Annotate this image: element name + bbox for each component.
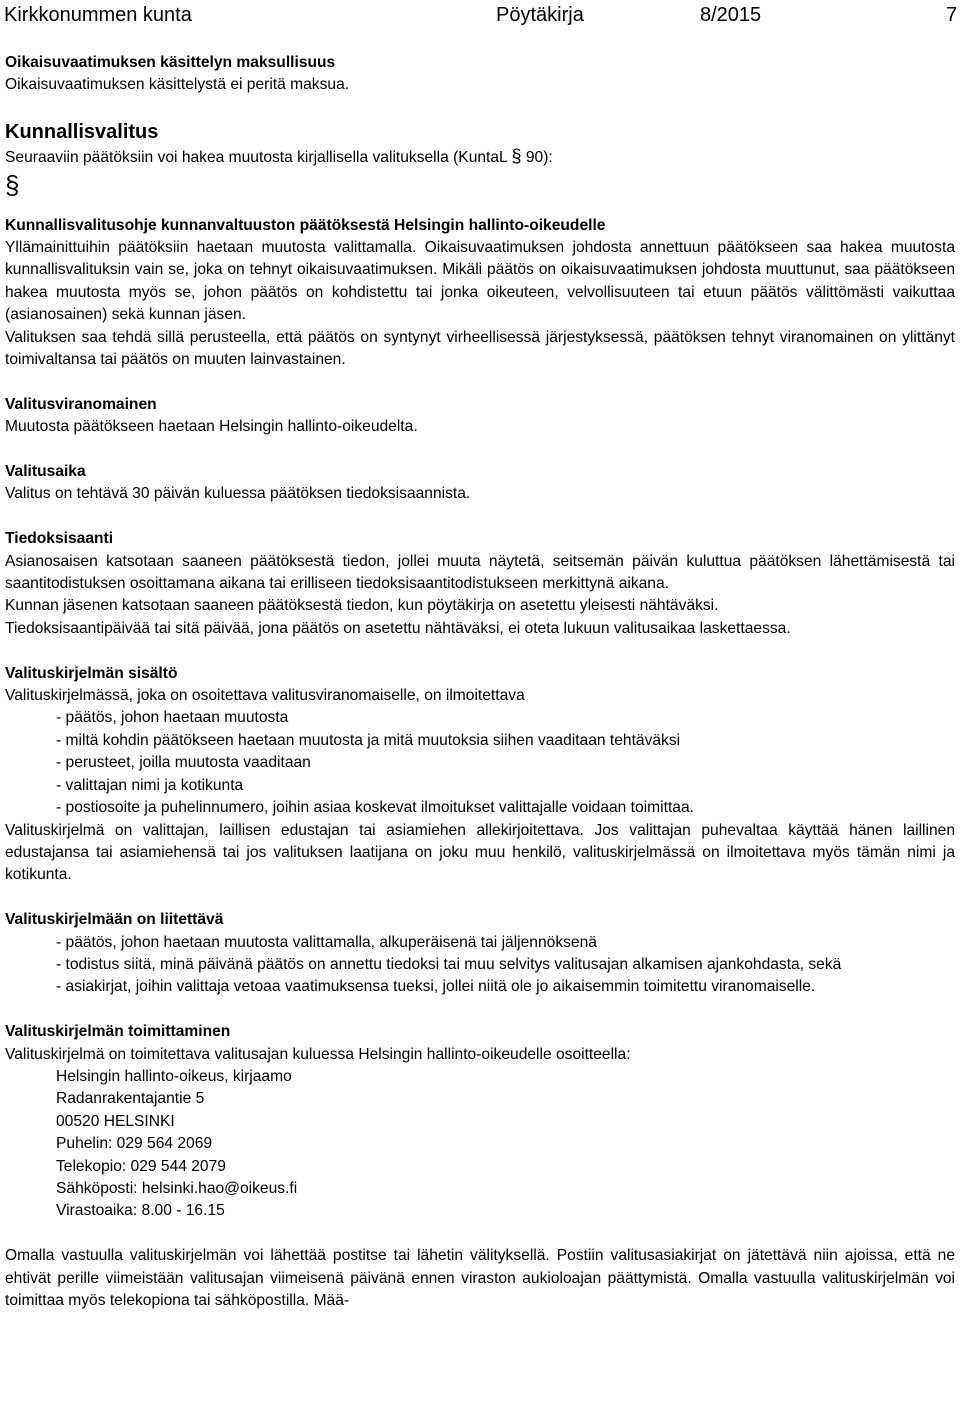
list-item: - todistus siitä, minä päivänä päätös on annettu tiedoksi tai muu selvitys valitusajan alkamisen ajankohdasta, sekä xyxy=(56,955,842,973)
content-heading: Valituskirjelmän sisältö xyxy=(5,664,178,682)
list-item: - postiosoite ja puhelinnumero, joihin asiaa koskevat ilmoitukset valittajalle voidaan toimittaa. xyxy=(56,799,694,817)
document-body xyxy=(5,52,955,1312)
appeal-intro xyxy=(5,145,955,169)
list-item: - päätös, johon haetaan muutosta valittamalla, alkuperäisenä tai jäljennöksenä xyxy=(56,933,597,951)
instruction-heading: Kunnallisvalitusohje kunnanvaltuuston päätöksestä Helsingin hallinto-oikeudelle xyxy=(5,216,606,234)
address-line: Sähköposti: helsinki.hao@oikeus.fi xyxy=(56,1179,298,1197)
notification-line-3: Tiedoksisaantipäivää tai sitä päivää, jona päätös on asetettu nähtäväksi, ei oteta lukuun valitusaikaa laskettaessa. xyxy=(5,619,791,637)
list-item: - miltä kohdin päätökseen haetaan muutosta ja mitä muutoksia siihen vaaditaan tehtäväksi xyxy=(56,731,681,749)
appeal-title: Kunnallisvalitus xyxy=(5,121,159,144)
address-line: 00520 HELSINKI xyxy=(56,1112,175,1130)
address-line: Radanrakentajantie 5 xyxy=(56,1090,205,1108)
delivery-closing: Omalla vastuulla valituskirjelmän voi lähettää postitse tai lähetin välityksellä. Postiin valitusasiakirjat on jätettävä niin ajoissa, että ne ehtivät perille viimeistään valitusajan viimeisenä päivänä ennen viraston aukioloajan päättymistä. Omalla vastuulla valituskirjelmän voi toimittaa myös telekopiona tai sähköpostilla. Mää- xyxy=(5,1247,955,1309)
period-text: Valitus on tehtävä 30 päivän kuluessa päätöksen tiedoksisaannista. xyxy=(5,485,471,503)
list-item: - perusteet, joilla muutosta vaaditaan xyxy=(56,754,311,772)
section-symbol: § xyxy=(5,169,20,200)
period-heading: Valitusaika xyxy=(5,463,86,481)
fee-heading: Oikaisuvaatimuksen käsittelyn maksullisuus xyxy=(5,54,336,71)
content-intro: Valituskirjelmässä, joka on osoitettava valitusviranomaiselle, on ilmoitettava xyxy=(5,687,525,705)
fee-text: Oikaisuvaatimuksen käsittelystä ei peritä maksua. xyxy=(5,76,350,94)
header-organization: Kirkkonummen kunta xyxy=(4,4,192,26)
page-header xyxy=(0,0,960,30)
notification-line-1: Asianosaisen katsotaan saaneen päätöksestä tiedon, jollei muuta näytetä, seitsemän päivän kuluttua päätöksen lähettämisestä tai saantitodistuksen osoittamana aikana tai erilliseen tiedoksisaantitodistukseen merkittynä aikana. xyxy=(5,552,955,593)
address-line: Puhelin: 029 564 2069 xyxy=(56,1135,213,1153)
section-symbol-inline: § xyxy=(511,146,522,167)
notification-line-2: Kunnan jäsenen katsotaan saaneen päätöksestä tiedon, kun pöytäkirja on asetettu yleisesti nähtäväksi. xyxy=(5,597,719,615)
header-doc-type: Pöytäkirja xyxy=(496,4,584,26)
appeal-paragraph-2: Valituksen saa tehdä sillä perusteella, että päätös on syntynyt virheellisessä järjestyksessä, päätöksen tehnyt viranomainen on ylittänyt toimivaltansa tai päätös on muuten lainvastainen. xyxy=(5,328,955,369)
delivery-heading: Valituskirjelmän toimittaminen xyxy=(5,1023,231,1041)
attachments-heading: Valituskirjelmään on liitettävä xyxy=(5,911,224,929)
appeal-paragraph-1: Yllämainittuihin päätöksiin haetaan muutosta valittamalla. Oikaisuvaatimuksen johdosta annettuun päätökseen saa hakea muutosta kunnallisvalituksin vain se, joka on tehnyt oikaisuvaatimuksen. Mikäli päätös on oikaisuvaatimuksen johdosta muuttunut, saa päätökseen hakea muutosta myös se, johon päätös on kohdistettu tai jonka oikeuteen, velvollisuuteen tai etuun päätös välittömästi vaikuttaa (asianosainen) sekä kunnan jäsen. xyxy=(5,239,955,324)
delivery-intro: Valituskirjelmä on toimitettava valitusajan kuluessa Helsingin hallinto-oikeudelle osoitteella: xyxy=(5,1045,631,1063)
notification-heading: Tiedoksisaanti xyxy=(5,530,114,548)
address-line: Telekopio: 029 544 2079 xyxy=(56,1157,226,1175)
appeal-intro-suffix: 90): xyxy=(521,149,553,167)
address-line: Virastoaika: 8.00 - 16.15 xyxy=(56,1202,225,1220)
authority-text: Muutosta päätökseen haetaan Helsingin hallinto-oikeudelta. xyxy=(5,418,418,436)
appeal-intro-text: Seuraaviin päätöksiin voi hakea muutosta kirjallisella valituksella (KuntaL xyxy=(5,149,512,167)
authority-heading: Valitusviranomainen xyxy=(5,395,157,413)
list-item: - päätös, johon haetaan muutosta xyxy=(56,709,289,727)
list-item: - valittajan nimi ja kotikunta xyxy=(56,776,244,794)
header-page-number: 7 xyxy=(946,4,958,26)
address-line: Helsingin hallinto-oikeus, kirjaamo xyxy=(56,1067,292,1085)
header-doc-number: 8/2015 xyxy=(700,4,762,26)
content-closing: Valituskirjelmä on valittajan, laillisen edustajan tai asiamiehen allekirjoitettava. Jos valittajan puhevaltaa käyttää hänen laillinen edustajansa tai asiamiehensä tai jos valituksen laatijana on joku muu henkilö, valituskirjelmässä on ilmoitettava myös tämän nimi ja kotikunta. xyxy=(5,821,955,884)
list-item: - asiakirjat, joihin valittaja vetoaa vaatimuksensa tueksi, jollei niitä ole jo aikaisemmin toimitettu viranomaiselle. xyxy=(56,978,816,996)
